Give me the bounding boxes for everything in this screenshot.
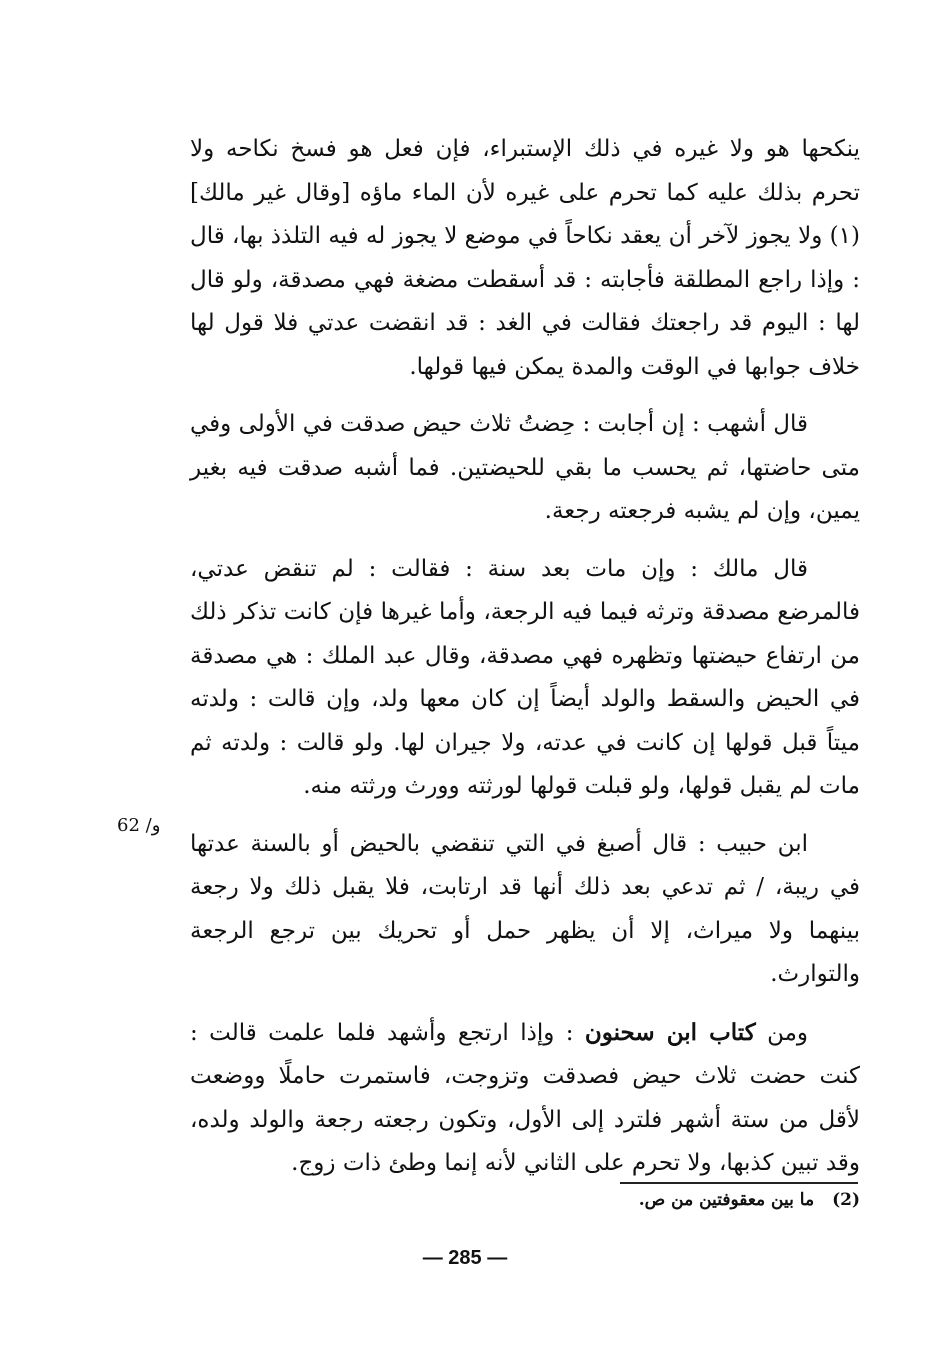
paragraph-5-text-before: ومن (755, 1019, 809, 1046)
paragraph-4-text: ابن حبيب : قال أصبغ في التي تنقضي بالحيض أو بالسنة عدتها في ريبة، / ثم تدعي بعد ذلك أنها قد ارتابت، فلا يقبل ذلك ولا رجعة بينهما ولا ميراث، إلا أن يظهر حمل أو تحريك بين ترجع الرجعة والتوارث. (190, 830, 860, 987)
paragraph-3 (190, 548, 860, 809)
paragraph-1-text: ينكحها هو ولا غيره في ذلك الإستبراء، فإن فعل هو فسخ نكاحه ولا تحرم بذلك عليه كما تحرم على غيره لأن الماء ماؤه [وقال غير مالك](١) ولا يجوز لآخر أن يعقد نكاحاً في موضع لا يجوز له فيه التلذذ بها، قال : وإذا راجع المطلقة فأجابته : قد أسقطت مضغة فهي مصدقة، ولو قال لها : اليوم قد راجعتك فقالت في الغد : قد انقضت عدتي فلا قول لها خلاف جوابها في الوقت والمدة يمكن فيها قولها. (190, 136, 860, 380)
paragraph-3-text: قال مالك : وإن مات بعد سنة : فقالت : لم تنقض عدتي، فالمرضع مصدقة وترثه فيما فيه الرجعة، وأما غيرها فإن كانت تذكر ذلك من ارتفاع حيضتها وتظهره فهي مصدقة، وقال عبد الملك : هي مصدقة في الحيض والسقط والولد أيضاً إن كان معها ولد، وإن قالت : ولدته ميتاً قبل قولها إن كانت في عدته، ولا جيران لها. ولو قالت : ولدته ثم مات لم يقبل قولها، ولو قبلت قولها لورثته وورث ورثته منه. (190, 555, 860, 799)
main-text (190, 128, 860, 1200)
paragraph-2-text: قال أشهب : إن أجابت : حِضتُ ثلاث حيض صدقت في الأولى وفي متى حاضتها، ثم يحسب ما بقي للحيضتين. فما أشبه صدقت فيه بغير يمين، وإن لم يشبه فرجعته رجعة. (190, 411, 860, 524)
footnote-text: ما بين معقوفتين من ص. (638, 1190, 815, 1210)
footnote-divider (620, 1182, 858, 1184)
paragraph-4 (190, 823, 860, 997)
margin-folio-note: 62 /و (117, 815, 161, 836)
paragraph-5-text-after: : وإذا ارتجع وأشهد فلما علمت قالت : كنت حضت ثلاث حيض فصدقت وتزوجت، فاستمرت حاملًا ووضعت لأقل من ستة أشهر فلترد إلى الأول، وتكون رجعته رجعة والولد ولده، وقد تبين كذبها، ولا تحرم على الثاني لأنه إنما وطئ ذات زوج. (190, 1019, 860, 1176)
footnote-number: (2) (832, 1190, 860, 1210)
paragraph-5 (190, 1011, 860, 1186)
paragraph-1 (190, 128, 860, 389)
book-title: كتاب ابن سحنون (584, 1018, 756, 1046)
page-number: — 285 — (422, 1247, 508, 1269)
footnote (520, 1190, 860, 1210)
paragraph-2 (190, 403, 860, 534)
